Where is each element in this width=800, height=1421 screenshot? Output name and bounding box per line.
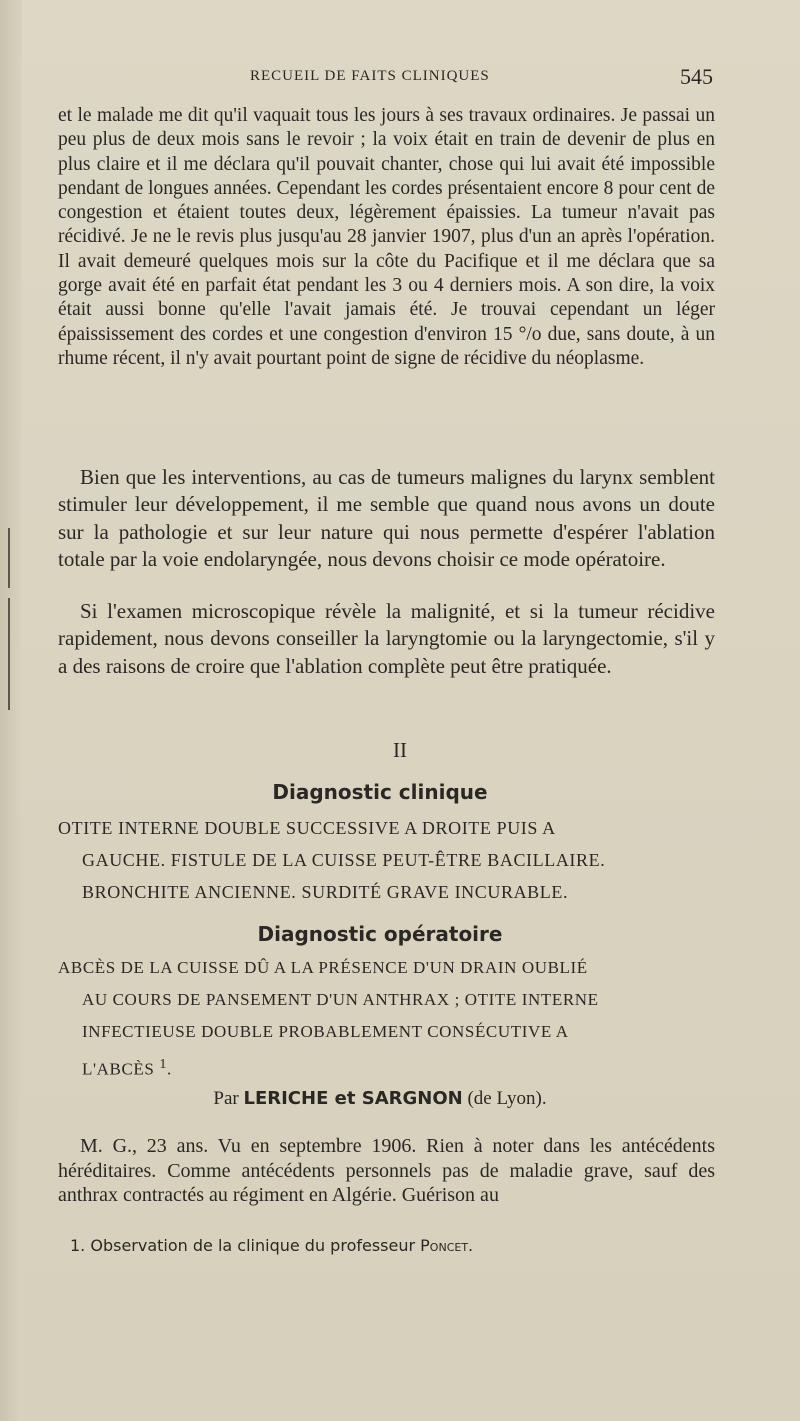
authors-prefix: Par (213, 1088, 239, 1109)
operative-line-1: ABCÈS DE LA CUISSE DÛ A LA PRÉSENCE D'UN DRAIN OUBLIÉ (58, 958, 588, 977)
page-number: 545 (680, 64, 713, 89)
page-edge (0, 0, 22, 1421)
clinical-line-1: OTITE INTERNE DOUBLE SUCCESSIVE A DROITE PUIS A (58, 818, 556, 838)
operative-line-4-text: L'ABCÈS (82, 1059, 155, 1079)
operative-line-3: INFECTIEUSE DOUBLE PROBABLEMENT CONSÉCUTIVE A (82, 1022, 569, 1041)
footnote-end: . (468, 1236, 474, 1255)
operative-diagnosis-text (58, 952, 715, 1086)
footnote-ref: 1 (159, 1056, 167, 1072)
section-number: II (393, 738, 407, 762)
footnote-name: Poncet (420, 1236, 469, 1255)
paragraph-2: Bien que les interventions, au cas de tumeurs malignes du larynx semblent stimuler leur développement, il me semble que quand nous avons un doute sur la pathologie et sur leur nature qui nous permette d'espérer l'ablation totale par la voie endolaryngée, nous devons choisir ce mode opératoire. (58, 465, 715, 571)
margin-mark (8, 598, 10, 710)
operative-line-2: AU COURS DE PANSEMENT D'UN ANTHRAX ; OTITE INTERNE (82, 990, 599, 1009)
footnote (70, 1236, 710, 1255)
clinical-line-2: GAUCHE. FISTULE DE LA CUISSE PEUT-ÊTRE BACILLAIRE. (82, 850, 606, 870)
paragraph-1: et le malade me dit qu'il vaquait tous les jours à ses travaux ordinaires. Je passai un peu plus de deux mois sans le revoir ; la voix était en train de devenir de plus en plus claire et il me déclara qu'il pouvait chanter, chose qui lui avait été impossible pendant de longues années. Cependant les cordes présentaient encore 8 pour cent de congestion et étaient toutes deux, légèrement épaissies. La tumeur n'avait pas récidivé. Je ne le revis plus jusqu'au 28 janvier 1907, plus d'un an après l'opération. Il avait demeuré quelques mois sur la côte du Pacifique et il me déclara que sa gorge avait été en parfait état pendant les 3 ou 4 derniers mois. A son dire, la voix était aussi bonne qu'elle l'avait jamais été. Je trouvai cependant un léger épaississement des cordes et une congestion d'environ 15 °/o due, sans doute, à un rhume récent, il n'y avait pourtant point de signe de récidive du néoplasme. (58, 105, 715, 369)
clinical-line-3: BRONCHITE ANCIENNE. SURDITÉ GRAVE INCURABLE. (82, 882, 569, 902)
clinical-diagnosis-text (58, 812, 715, 908)
clinical-diagnosis-heading: Diagnostic clinique (272, 780, 488, 804)
footnote-number: 1. (70, 1236, 86, 1255)
paragraph-4: M. G., 23 ans. Vu en septembre 1906. Rien à noter dans les antécédents héréditaires. Comme antécédents personnels pas de maladie grave, sauf des anthrax contractés au régiment en Algérie. Guérison au (58, 1135, 715, 1207)
running-head (60, 64, 713, 90)
margin-mark (8, 528, 10, 588)
paragraph-3: Si l'examen microscopique révèle la malignité, et si la tumeur récidive rapidement, nous devons conseiller la laryngtomie ou la laryngectomie, s'il y a des raisons de croire que l'ablation complète peut être pratiquée. (58, 599, 715, 678)
authors-line (0, 1088, 760, 1110)
operative-diagnosis-heading: Diagnostic opératoire (257, 922, 503, 946)
footnote-text: Observation de la clinique du professeur (90, 1236, 416, 1255)
running-title: RECUEIL DE FAITS CLINIQUES (250, 68, 490, 84)
authors-suffix: (de Lyon). (467, 1088, 547, 1109)
authors-names: LERICHE et SARGNON (243, 1088, 463, 1109)
operative-line-4: L'ABCÈS $^1$. (82, 1056, 172, 1079)
